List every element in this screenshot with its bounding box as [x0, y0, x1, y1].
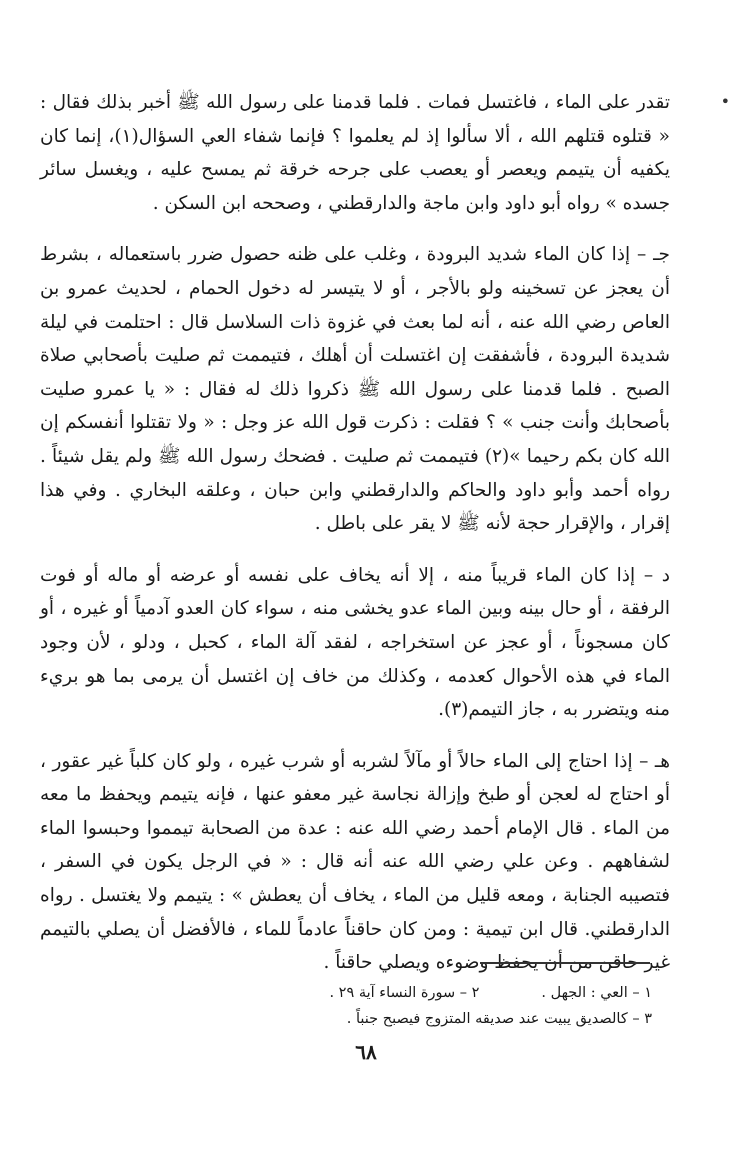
paragraph-2: جـ – إذا كان الماء شديد البرودة ، وغلب على ظنه حصول ضرر باستعماله ، بشرط أن يعجز عن تسخينه ولو بالأجر ، أو لا يتيسر له دخول الحمام ، لحديث عمرو بن العاص رضي الله عنه ، أنه لما بعث في غزوة ذات السلاسل قال : احتلمت في ليلة شديدة البرودة ، فأشفقت إن اغتسلت أن أهلك ، فتيممت ثم صليت بأصحابي صلاة الصبح . فلما قدمنا على رسول الله ﷺ ذكروا ذلك له فقال : « يا عمرو صليت بأصحابك وأنت جنب » ؟ فقلت : ذكرت قول الله عز وجل : « ولا تقتلوا أنفسكم إن الله كان بكم رحيما »(٢) فتيممت ثم صليت . فضحك رسول الله ﷺ ولم يقل شيئاً . رواه أحمد وأبو داود والحاكم والدارقطني وابن حبان ، وعلقه البخاري . وفي هذا إقرار ، والإقرار حجة لأنه ﷺ لا يقر على باطل . — [40, 244, 670, 535]
paragraph-4: هـ – إذا احتاج إلى الماء حالاً أو مآلاً لشربه أو شرب غيره ، ولو كان كلباً غير عقور ، أو احتاج له لعجن أو طبخ وإزالة نجاسة غير معفو عنها ، فإنه يتيمم ويحفظ ما معه من الماء . قال الإمام أحمد رضي الله عنه : عدة من الصحابة تيمموا وحبسوا الماء لشفاههم . وعن علي رضي الله عنه أنه قال : « في الرجل يكون في السفر ، فتصيبه الجنابة ، ومعه قليل من الماء ، يخاف أن يعطش » : يتيمم ولا يغتسل . رواه الدارقطني. قال ابن تيمية : ومن كان حاقناً عادماً للماء ، فالأفضل أن يصلي بالتيمم غير حاقن من أن يحفظ وضوءه ويصلي حاقناً . — [40, 750, 670, 974]
footnote-2: ٢ – سورة النساء آية ٢٩ . — [329, 985, 480, 1001]
footnote-row — [240, 980, 652, 1006]
footnotes — [240, 980, 652, 1032]
footnote-row — [240, 1006, 652, 1032]
page-number: ٦٨ — [355, 1040, 377, 1064]
footnote-separator — [480, 962, 650, 964]
footnote-3: ٣ – كالصديق يبيت عند صديقه المتزوج فيصبح جنباً . — [346, 1011, 652, 1027]
paragraph-1: تقدر على الماء ، فاغتسل فمات . فلما قدمنا على رسول الله ﷺ أخبر بذلك فقال : « قتلوه قتلهم الله ، ألا سألوا إذ لم يعلموا ؟ فإنما شفاء العي السؤال(١)، إنما كان يكفيه أن يتيمم ويعصر أو يعصب على جرحه خرقة ثم يمسح عليه ، ويغسل سائر جسده » رواه أبو داود وابن ماجة والدارقطني ، وصححه ابن السكن . — [40, 92, 670, 214]
footnote-1: ١ – العي : الجهل . — [541, 985, 652, 1001]
main-text — [40, 86, 670, 980]
margin-dot: • — [720, 92, 730, 111]
paragraph-3: د – إذا كان الماء قريباً منه ، إلا أنه يخاف على نفسه أو عرضه أو ماله أو فوت الرفقة ، أو حال بينه وبين الماء عدو يخشى منه ، سواء كان العدو آدمياً أو غيره ، أو كان مسجوناً ، أو عجز عن استخراجه ، لفقد آلة الماء ، كحبل ، ودلو ، لأن وجود الماء في هذه الأحوال كعدمه ، وكذلك من خاف إن اغتسل أن يرمى بما هو بريء منه ويتضرر به ، جاز التيمم(٣). — [40, 564, 670, 721]
